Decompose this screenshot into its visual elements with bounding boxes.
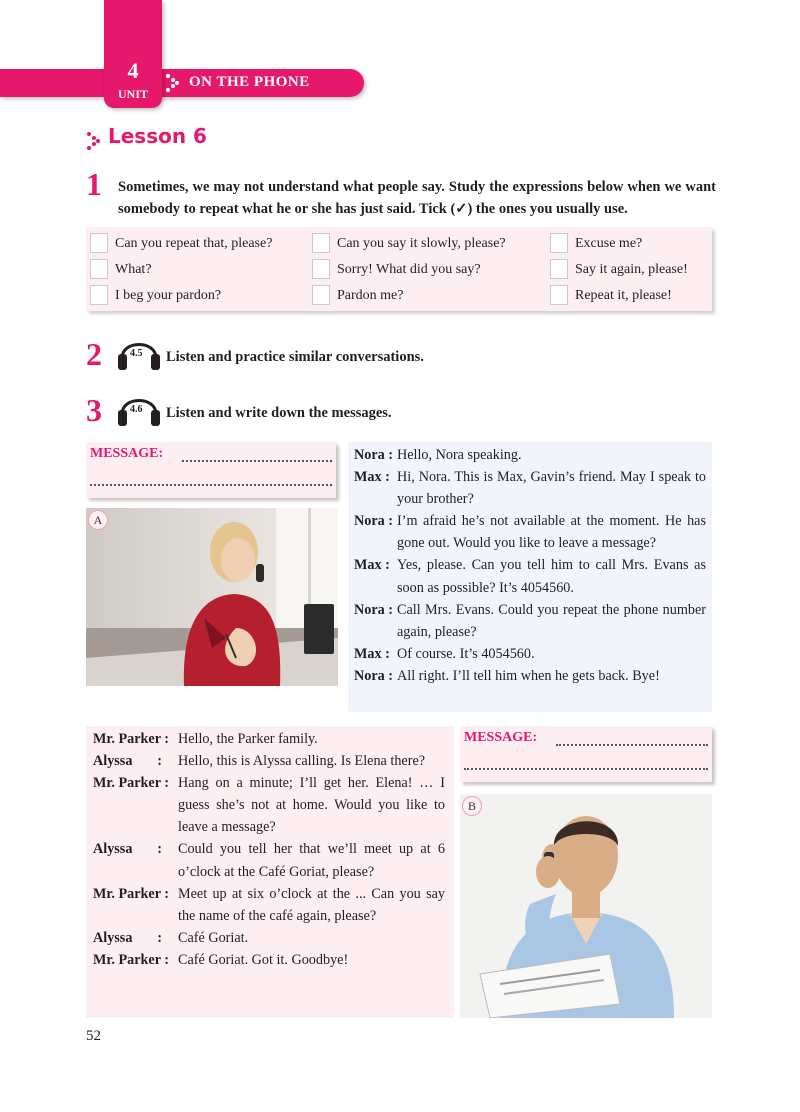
utterance: Café Goriat. Got it. Goodbye! bbox=[178, 951, 349, 968]
checkbox[interactable] bbox=[90, 233, 108, 253]
speaker: Alyssa : bbox=[93, 929, 162, 946]
exercise-1-instruction: Sometimes, we may not understand what people say. Study the expressions below when we want somebody to repeat what he or she has just said. Tick (✓) the ones you usually use. bbox=[118, 179, 716, 217]
dialogue-line bbox=[354, 510, 706, 554]
unit-number: 4 bbox=[127, 58, 139, 83]
dialogue-line bbox=[93, 883, 445, 927]
answer-line[interactable] bbox=[90, 484, 332, 486]
answer-line[interactable] bbox=[182, 460, 332, 462]
speaker: Nora : bbox=[354, 601, 394, 618]
unit-tab bbox=[104, 0, 162, 108]
dialogue-line bbox=[93, 949, 445, 971]
utterance: Hang on a minute; I’ll get her. Elena! … I guess she’s not at home. Would you like to leave a message? bbox=[178, 775, 445, 836]
utterance: Could you tell her that we’ll meet up at 6 o’clock at the Café Goriat, please? bbox=[178, 841, 445, 880]
dialogue-line bbox=[354, 643, 706, 665]
chevron-icon bbox=[165, 72, 181, 94]
expressions-panel: Can you repeat that, please? What? I beg your pardon? Can you say it slowly, please? Sorry! What did you say? Pardon me? Excuse me? Say it again, please! Repeat it, please! bbox=[86, 227, 712, 311]
dialogue-line bbox=[354, 466, 706, 510]
dialogue-line bbox=[93, 750, 445, 772]
dialogue-line bbox=[93, 838, 445, 882]
speaker: Max : bbox=[354, 645, 390, 662]
message-box-a[interactable] bbox=[86, 442, 336, 498]
unit-label: UNIT bbox=[117, 87, 148, 101]
utterance: All right. I’ll tell him when he gets back. Bye! bbox=[397, 667, 660, 684]
speaker: Mr. Parker : bbox=[93, 775, 170, 792]
speaker: Nora : bbox=[354, 667, 394, 684]
utterance: Yes, please. Can you tell him to call Mrs. Evans as soon as possible? It’s 4054560. bbox=[397, 557, 706, 596]
photo-badge: A bbox=[88, 510, 108, 530]
unit-title: ON THE PHONE bbox=[189, 74, 310, 90]
speaker: Nora : bbox=[354, 447, 394, 463]
speaker: Mr. Parker : bbox=[93, 885, 170, 902]
speaker: Max : bbox=[354, 469, 390, 486]
checkbox[interactable] bbox=[550, 233, 568, 253]
track-number: 4.5 bbox=[130, 348, 143, 359]
exercise-2-number: 2 bbox=[86, 336, 102, 372]
page-number: 52 bbox=[86, 1028, 101, 1044]
exercise-3-number: 3 bbox=[86, 392, 102, 428]
dialogue-a bbox=[354, 444, 706, 687]
answer-line[interactable] bbox=[556, 744, 708, 746]
checkbox[interactable] bbox=[550, 259, 568, 279]
speaker: Nora : bbox=[354, 513, 394, 530]
checkbox[interactable] bbox=[90, 285, 108, 305]
utterance: Hello, Nora speaking. bbox=[397, 447, 522, 463]
dialogue-line bbox=[93, 927, 445, 949]
answer-line[interactable] bbox=[464, 768, 708, 770]
man-on-phone-photo bbox=[460, 794, 712, 1018]
dialogue-b bbox=[93, 728, 445, 971]
utterance: Hello, this is Alyssa calling. Is Elena there? bbox=[178, 753, 426, 770]
utterance: Call Mrs. Evans. Could you repeat the phone number again, please? bbox=[397, 601, 706, 640]
dialogue-line bbox=[354, 665, 706, 687]
chevron-icon bbox=[86, 130, 102, 152]
message-label: MESSAGE: bbox=[90, 446, 164, 461]
photo-badge: B bbox=[462, 796, 482, 816]
dialogue-line bbox=[354, 599, 706, 643]
utterance: Café Goriat. bbox=[178, 929, 249, 946]
lesson-title: Lesson 6 bbox=[108, 124, 207, 148]
speaker: Max : bbox=[354, 557, 390, 574]
track-number: 4.6 bbox=[130, 404, 143, 415]
checkbox[interactable] bbox=[550, 285, 568, 305]
utterance: Of course. It’s 4054560. bbox=[397, 645, 535, 662]
checkbox[interactable] bbox=[312, 285, 330, 305]
utterance: Meet up at six o’clock at the ... Can you say the name of the café again, please? bbox=[178, 885, 445, 924]
speaker: Alyssa : bbox=[93, 753, 162, 770]
utterance: Hello, the Parker family. bbox=[178, 731, 318, 747]
speaker: Mr. Parker : bbox=[93, 951, 170, 968]
speaker: Alyssa : bbox=[93, 841, 162, 858]
dialogue-line bbox=[354, 444, 706, 466]
exercise-3-instruction: Listen and write down the messages. bbox=[166, 405, 392, 421]
message-box-b[interactable] bbox=[460, 726, 712, 782]
exercise-1-number: 1 bbox=[86, 166, 102, 202]
checkbox[interactable] bbox=[90, 259, 108, 279]
checkbox[interactable] bbox=[312, 259, 330, 279]
exercise-2-instruction: Listen and practice similar conversations. bbox=[166, 349, 424, 365]
message-label: MESSAGE: bbox=[464, 730, 538, 745]
utterance: Hi, Nora. This is Max, Gavin’s friend. May I speak to your brother? bbox=[397, 469, 706, 508]
utterance: I’m afraid he’s not available at the moment. He has gone out. Would you like to leave a message? bbox=[397, 513, 706, 552]
dialogue-line bbox=[93, 772, 445, 838]
dialogue-line bbox=[354, 554, 706, 598]
checkbox[interactable] bbox=[312, 233, 330, 253]
speaker: Mr. Parker : bbox=[93, 731, 170, 747]
woman-on-phone-photo bbox=[86, 508, 338, 686]
dialogue-line bbox=[93, 728, 445, 750]
